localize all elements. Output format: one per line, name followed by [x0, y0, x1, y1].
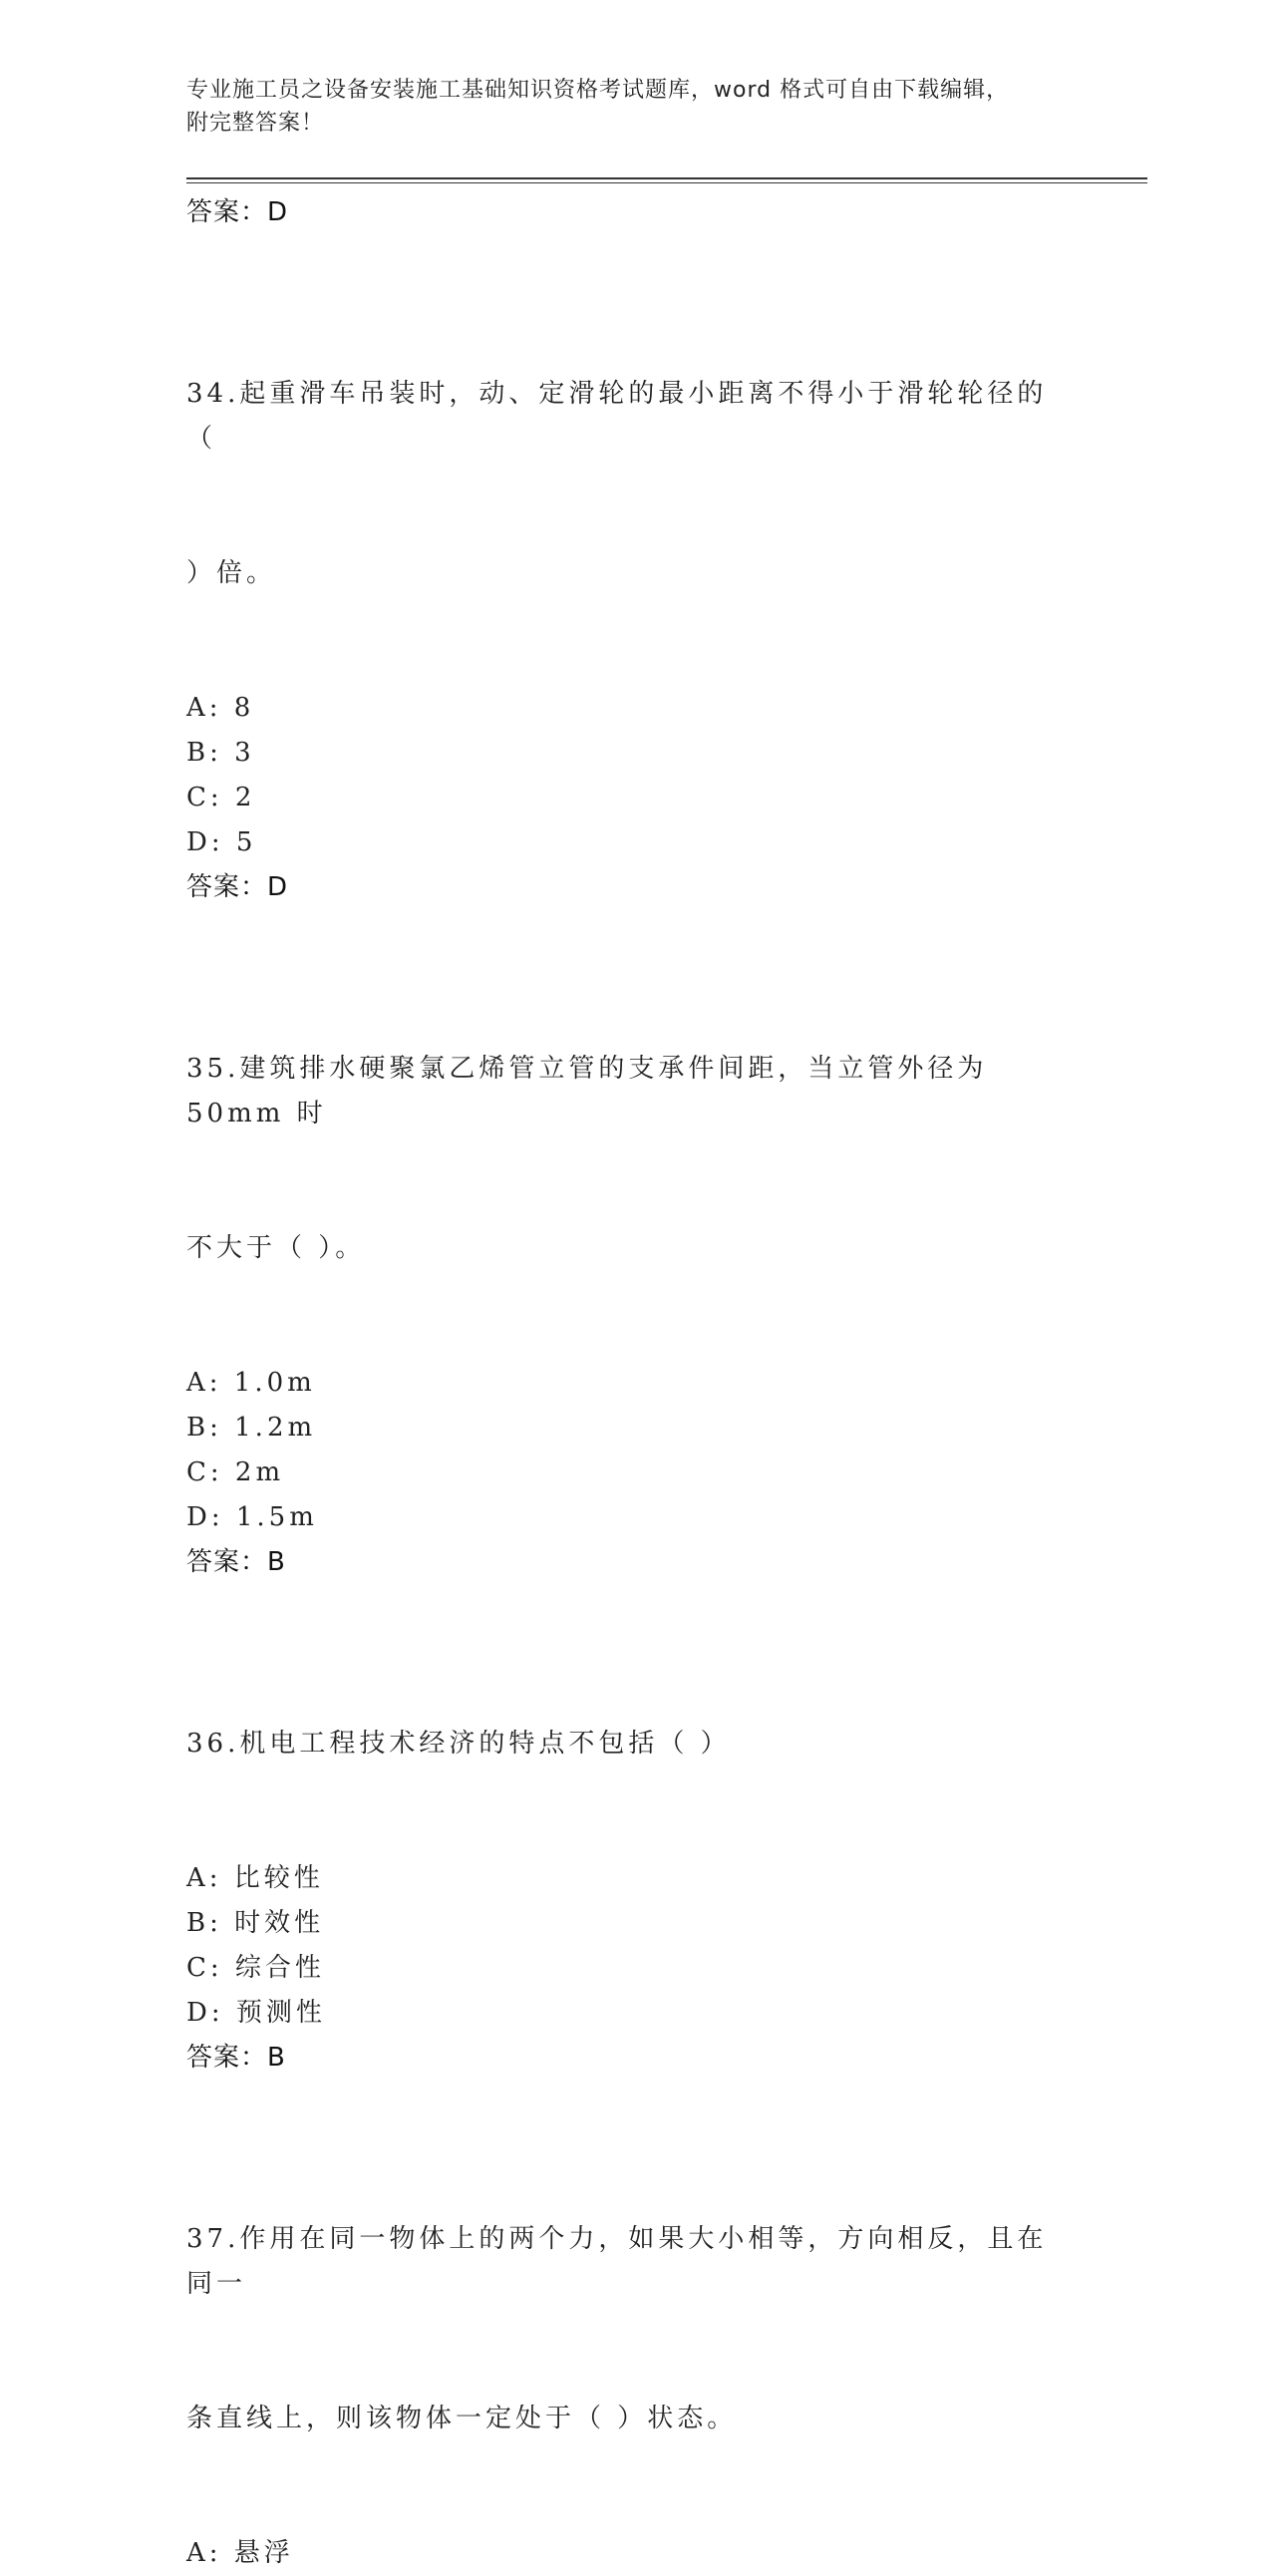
previous-question-answer: 答案：D: [186, 197, 289, 227]
header-title-line-1: 专业施工员之设备安装施工基础知识资格考试题库，word 格式可自由下载编辑，: [186, 78, 1010, 103]
option-d: D: 5: [186, 827, 257, 857]
question-stem-line: 36.机电工程技术经济的特点不包括（ ）: [186, 1729, 731, 1759]
question-stem: [186, 957, 1064, 1361]
option-c: C: 2m: [186, 1457, 285, 1487]
header-divider-thick: [186, 177, 1147, 179]
option-a: A: 比较性: [186, 1863, 324, 1893]
question-stem-line: 37.作用在同一物体上的两个力，如果大小相等，方向相反，且在同一: [186, 2224, 1048, 2299]
answer-line: 答案：B: [186, 2043, 286, 2073]
option-b: B: 1.2m: [186, 1413, 317, 1443]
question-stem-line: 不大于（ ）。: [186, 1233, 366, 1263]
question-stem: [186, 1632, 1064, 1856]
option-a: A: 悬浮: [186, 2538, 294, 2568]
question-stem: [186, 282, 1064, 686]
option-b: B: 时效性: [186, 1908, 325, 1938]
question-37: [186, 2127, 1084, 2576]
question-stem: [186, 2127, 1064, 2531]
option-d: D: 1.5m: [186, 1502, 318, 1532]
option-a: A: 1.0m: [186, 1368, 316, 1398]
header-divider-thin: [186, 182, 1147, 183]
question-35: [186, 957, 1084, 1584]
answer-line: 答案：B: [186, 1547, 286, 1577]
answer-line: 答案：D: [186, 872, 289, 902]
question-stem-line: 34.起重滑车吊装时，动、定滑轮的最小距离不得小于滑轮轮径的（: [186, 379, 1048, 454]
document-header: [186, 74, 1064, 140]
header-title-line-2: 附完整答案！: [186, 111, 325, 136]
option-b: B: 3: [186, 738, 255, 768]
option-a: A: 8: [186, 693, 255, 723]
option-c: C: 2: [186, 783, 256, 812]
question-36: [186, 1632, 1084, 2080]
question-34: [186, 282, 1084, 909]
question-list: [186, 190, 1084, 2576]
option-c: C: 综合性: [186, 1953, 325, 1983]
option-d: D: 预测性: [186, 1998, 326, 2028]
question-stem-line: ）倍。: [186, 558, 277, 588]
question-stem-line: 条直线上，则该物体一定处于（ ）状态。: [186, 2404, 738, 2433]
question-stem-line: 35.建筑排水硬聚氯乙烯管立管的支承件间距，当立管外径为 50mm 时: [186, 1054, 1000, 1128]
